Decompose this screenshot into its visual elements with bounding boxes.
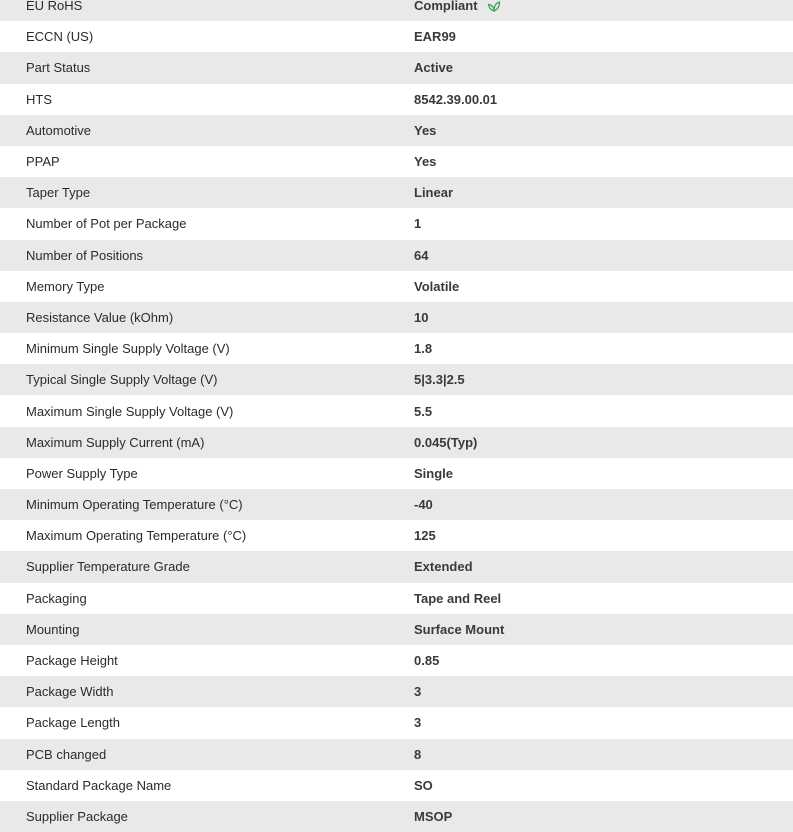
spec-label: Maximum Operating Temperature (°C) (26, 528, 247, 544)
spec-row-positions (0, 240, 793, 271)
spec-value: 64 (414, 247, 429, 263)
spec-value: Single (414, 465, 454, 481)
leaf-icon (487, 0, 501, 12)
spec-row-typ-supply-voltage (0, 364, 793, 395)
spec-row-temperature-grade (0, 551, 793, 582)
spec-value: 8542.39.00.01 (414, 91, 498, 107)
spec-value: 8 (414, 746, 422, 762)
spec-label: Minimum Single Supply Voltage (V) (26, 341, 230, 357)
spec-label: Package Width (26, 684, 114, 700)
spec-label: Standard Package Name (26, 777, 172, 793)
spec-row-min-supply-voltage (0, 333, 793, 364)
spec-label: Maximum Single Supply Voltage (V) (26, 403, 234, 419)
spec-label: Package Height (26, 653, 118, 669)
spec-value: Active (414, 60, 454, 76)
spec-row-min-operating-temp (0, 489, 793, 520)
spec-label: HTS (26, 91, 52, 107)
spec-row-max-operating-temp (0, 520, 793, 551)
spec-value: Extended (414, 559, 473, 575)
spec-row-package-height (0, 645, 793, 676)
spec-value: Surface Mount (414, 621, 505, 637)
spec-row-mounting (0, 614, 793, 645)
spec-value: 125 (414, 528, 436, 544)
spec-value: SO (414, 777, 433, 793)
spec-row-hts (0, 84, 793, 115)
spec-value-cell (414, 0, 793, 21)
spec-value: 5.5 (414, 403, 433, 419)
spec-row-supplier-package (0, 801, 793, 832)
spec-row-eu-rohs (0, 0, 793, 21)
spec-value: Volatile (414, 278, 460, 294)
spec-value: 10 (414, 309, 429, 325)
spec-label: PCB changed (26, 746, 107, 762)
spec-value: Yes (414, 122, 437, 138)
spec-value: 3 (414, 715, 422, 731)
spec-label: Supplier Temperature Grade (26, 559, 190, 575)
spec-value: 5|3.3|2.5 (414, 372, 465, 388)
spec-label: Package Length (26, 715, 120, 731)
spec-row-standard-package-name (0, 770, 793, 801)
spec-label: Part Status (26, 60, 91, 76)
spec-label: Minimum Operating Temperature (°C) (26, 497, 243, 513)
spec-label: Power Supply Type (26, 465, 138, 481)
spec-value: MSOP (414, 808, 453, 824)
spec-value: Tape and Reel (414, 590, 502, 606)
spec-row-eccn (0, 21, 793, 52)
spec-label: Supplier Package (26, 808, 128, 824)
spec-row-pot-per-package (0, 208, 793, 239)
spec-row-resistance (0, 302, 793, 333)
spec-value: 0.045(Typ) (414, 434, 478, 450)
spec-label: EU RoHS (26, 0, 83, 14)
spec-label: Taper Type (26, 185, 91, 201)
spec-row-max-supply-voltage (0, 395, 793, 426)
spec-label: Number of Pot per Package (26, 216, 187, 232)
spec-value: EAR99 (414, 29, 456, 45)
spec-row-package-width (0, 676, 793, 707)
spec-label: ECCN (US) (26, 29, 94, 45)
spec-value: 1 (414, 216, 422, 232)
spec-label: Maximum Supply Current (mA) (26, 434, 205, 450)
spec-label: Packaging (26, 590, 87, 606)
spec-value: Linear (414, 185, 454, 201)
spec-value: 0.85 (414, 653, 440, 669)
spec-label: Number of Positions (26, 247, 144, 263)
spec-row-packaging (0, 583, 793, 614)
spec-value: Compliant (414, 0, 478, 14)
spec-row-part-status (0, 52, 793, 83)
spec-row-power-supply-type (0, 458, 793, 489)
spec-label: Typical Single Supply Voltage (V) (26, 372, 218, 388)
spec-value: -40 (414, 497, 433, 513)
spec-value: 3 (414, 684, 422, 700)
spec-label: Mounting (26, 621, 80, 637)
spec-label: Automotive (26, 122, 92, 138)
spec-row-automotive (0, 115, 793, 146)
spec-row-pcb-changed (0, 739, 793, 770)
spec-label: Memory Type (26, 278, 105, 294)
spec-label: PPAP (26, 154, 60, 170)
spec-row-package-length (0, 707, 793, 738)
spec-value: 1.8 (414, 341, 433, 357)
spec-value: Yes (414, 154, 437, 170)
spec-row-taper-type (0, 177, 793, 208)
spec-row-ppap (0, 146, 793, 177)
spec-row-max-supply-current (0, 427, 793, 458)
spec-row-memory-type (0, 271, 793, 302)
spec-label: Resistance Value (kOhm) (26, 309, 174, 325)
